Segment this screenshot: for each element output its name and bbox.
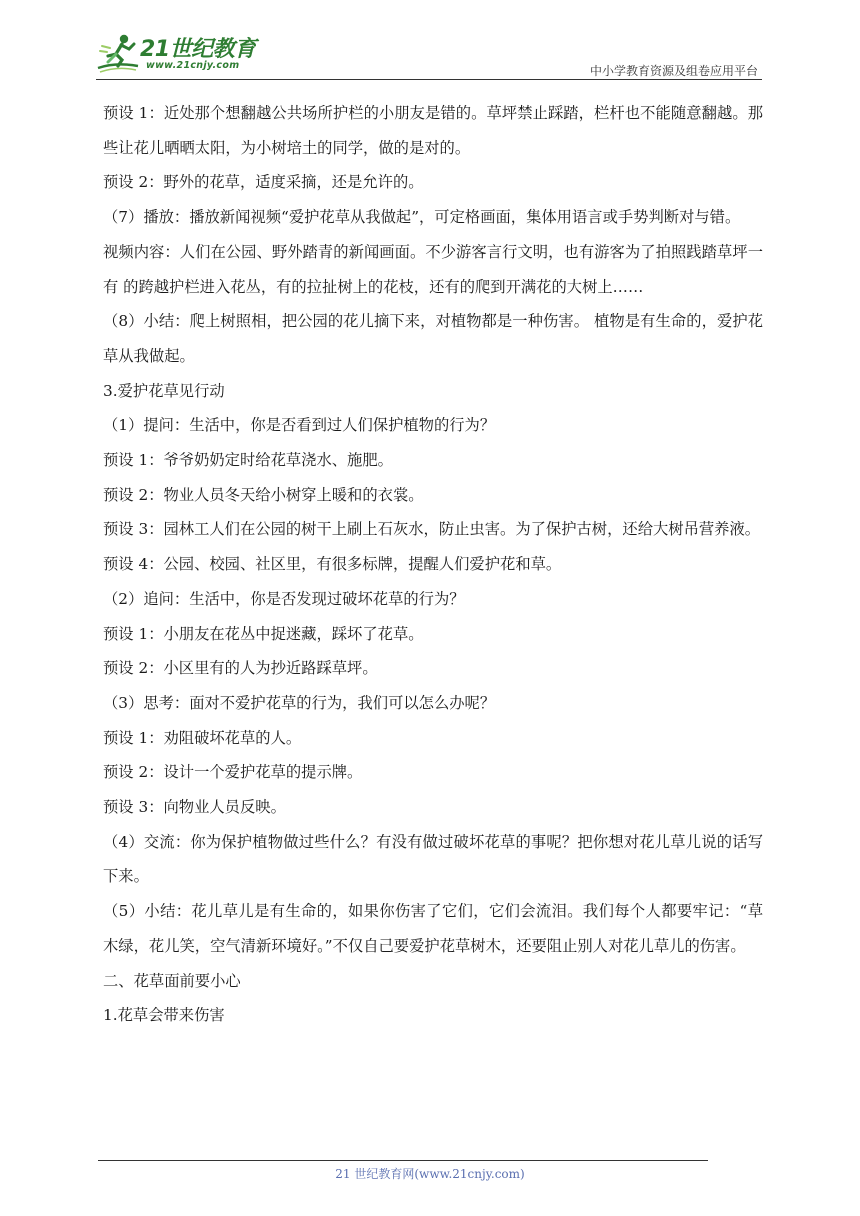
paragraph: 预设 2：物业人员冬天给小树穿上暖和的衣裳。 [103, 485, 424, 504]
header-divider [96, 79, 762, 80]
page-footer: 21 世纪教育网(www.21cnjy.com) [335, 1167, 525, 1181]
paragraph: （7）播放：播放新闻视频“爱护花草从我做起”，可定格画面，集体用语言或手势判断对与错。 [103, 208, 741, 227]
paragraph: 预设 2：野外的花草，适度采摘，还是允许的。 [103, 173, 424, 192]
paragraph: 预设 2：设计一个爱护花草的提示牌。 [103, 763, 363, 782]
section-heading: 二、花草面前要小心 [103, 971, 241, 990]
paragraph: 预设 1：劝阻破坏花草的人。 [103, 728, 302, 747]
footer-divider [98, 1160, 708, 1161]
paragraph: （1）提问：生活中，你是否看到过人们保护植物的行为？ [103, 416, 496, 435]
site-logo [96, 30, 266, 78]
paragraph: 预设 1：小朋友在花丛中捉迷藏，踩坏了花草。 [103, 624, 424, 643]
runner-logo-icon [96, 32, 140, 74]
logo-url: www.21cnjy.com [146, 60, 240, 71]
paragraph: 预设 2：小区里有的人为抄近路踩草坪。 [103, 659, 378, 678]
paragraph: 视频内容：人们在公园、野外踏青的新闻画面。不少游客言行文明，也有游客为了拍照践踏草坪一有 的跨越护栏进入花丛，有的拉扯树上的花枝，还有的爬到开满花的大树上…… [103, 242, 763, 296]
paragraph: 预设 1：近处那个想翻越公共场所护栏的小朋友是错的。草坪禁止踩踏，栏杆也不能随意翻越。那些让花儿晒晒太阳，为小树培土的同学，做的是对的。 [103, 104, 763, 157]
paragraph: 预设 3：园林工人们在公园的树干上刷上石灰水，防止虫害。为了保护古树，还给大树吊营养液。 [103, 520, 761, 539]
paragraph: 预设 1：爷爷奶奶定时给花草浇水、施肥。 [103, 451, 393, 470]
platform-title: 中小学教育资源及组卷应用平台 [589, 64, 758, 78]
paragraph: （5）小结：花儿草儿是有生命的，如果你伤害了它们，它们会流泪。我们每个人都要牢记：“草木绿，花儿笑，空气清新环境好。”不仅自己要爱护花草树木，还要阻止别人对花儿草儿的伤害。 [103, 902, 763, 955]
paragraph: 预设 3：向物业人员反映。 [103, 798, 286, 817]
paragraph: （3）思考：面对不爱护花草的行为，我们可以怎么办呢？ [103, 693, 496, 712]
section-heading: 1.花草会带来伤害 [103, 1006, 225, 1025]
page-header [96, 30, 762, 82]
section-heading: 3.爱护花草见行动 [103, 381, 225, 400]
logo-text: 21世纪教育 [140, 37, 256, 62]
document-body [103, 96, 763, 1033]
paragraph: （4）交流：你为保护植物做过些什么？有没有做过破坏花草的事呢？把你想对花儿草儿说的话写下来。 [103, 832, 763, 886]
paragraph: 预设 4：公园、校园、社区里，有很多标牌，提醒人们爱护花和草。 [103, 555, 562, 574]
paragraph: （2）追问：生活中，你是否发现过破坏花草的行为？ [103, 589, 465, 608]
paragraph: （8）小结：爬上树照相，把公园的花儿摘下来，对植物都是一种伤害。 植物是有生命的，爱护花草从我做起。 [103, 312, 763, 365]
